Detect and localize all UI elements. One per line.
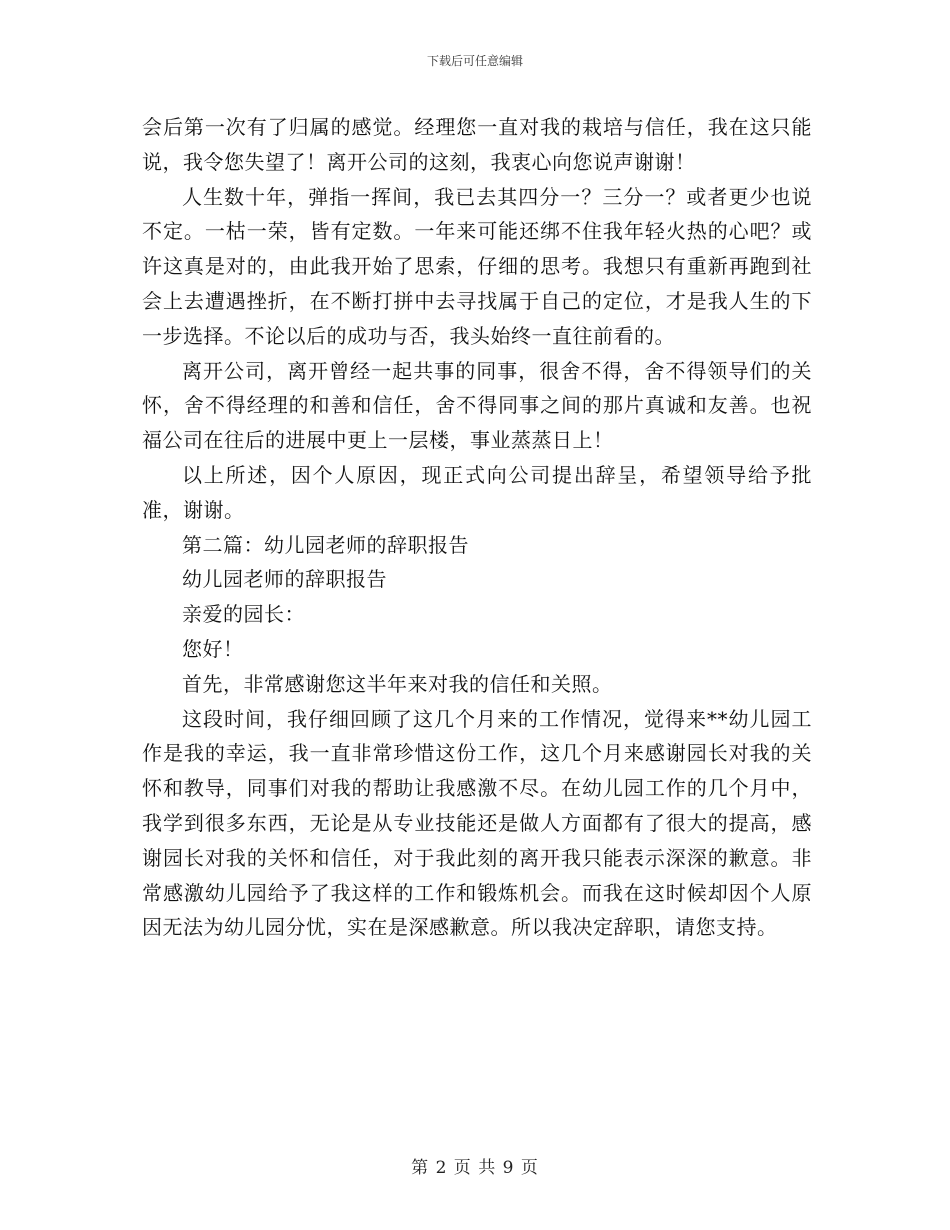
document-body (142, 110, 812, 945)
salutation: 亲爱的园长： (182, 602, 305, 627)
paragraph: 会后第一次有了归属的感觉。经理您一直对我的栽培与信任，我在这只能说，我令您失望了！离开公司的这刻，我衷心向您说声谢谢！ (142, 115, 812, 174)
page-footer: 第 2 页 共 9 页 (411, 1158, 539, 1178)
paragraph: 离开公司，离开曾经一起共事的同事，很舍不得，舍不得领导们的关怀，舍不得经理的和善和信任，舍不得同事之间的那片真诚和友善。也祝福公司在往后的进展中更上一层楼，事业蒸蒸日上！ (142, 358, 812, 453)
paragraph: 以上所述，因个人原因，现正式向公司提出辞呈，希望领导给予批准，谢谢。 (142, 462, 812, 522)
paragraph: 首先，非常感谢您这半年来对我的信任和关照。 (182, 671, 613, 696)
paragraph: 这段时间，我仔细回顾了这几个月来的工作情况，觉得来**幼儿园工作是我的幸运，我一直非常珍惜这份工作，这几个月来感谢园长对我的关怀和教导，同事们对我的帮助让我感激不尽。在幼儿园工作的几个月中，我学到很多东西，无论是从专业技能还是做人方面都有了很大的提高，感谢园长对我的关怀和信任，对于我此刻的离开我只能表示深深的歉意。非常感激幼儿园给予了我这样的工作和锻炼机会。而我在这时候却因个人原因无法为幼儿园分忧，实在是深感歉意。所以我决定辞职，请您支持。 (142, 706, 812, 940)
document-title: 幼儿园老师的辞职报告 (182, 567, 387, 592)
greeting: 您好！ (182, 636, 244, 661)
paragraph: 人生数十年，弹指一挥间，我已去其四分一？三分一？或者更少也说不定。一枯一荣，皆有定数。一年来可能还绑不住我年轻火热的心吧？或许这真是对的，由此我开始了思索，仔细的思考。我想只有重新再跑到社会上去遭遇挫折，在不断打拼中去寻找属于自己的定位，才是我人生的下一步选择。不论以后的成功与否，我头始终一直往前看的。 (142, 184, 812, 348)
page-header: 下载后可任意编辑 (426, 54, 523, 68)
section-heading: 第二篇：幼儿园老师的辞职报告 (182, 532, 469, 557)
